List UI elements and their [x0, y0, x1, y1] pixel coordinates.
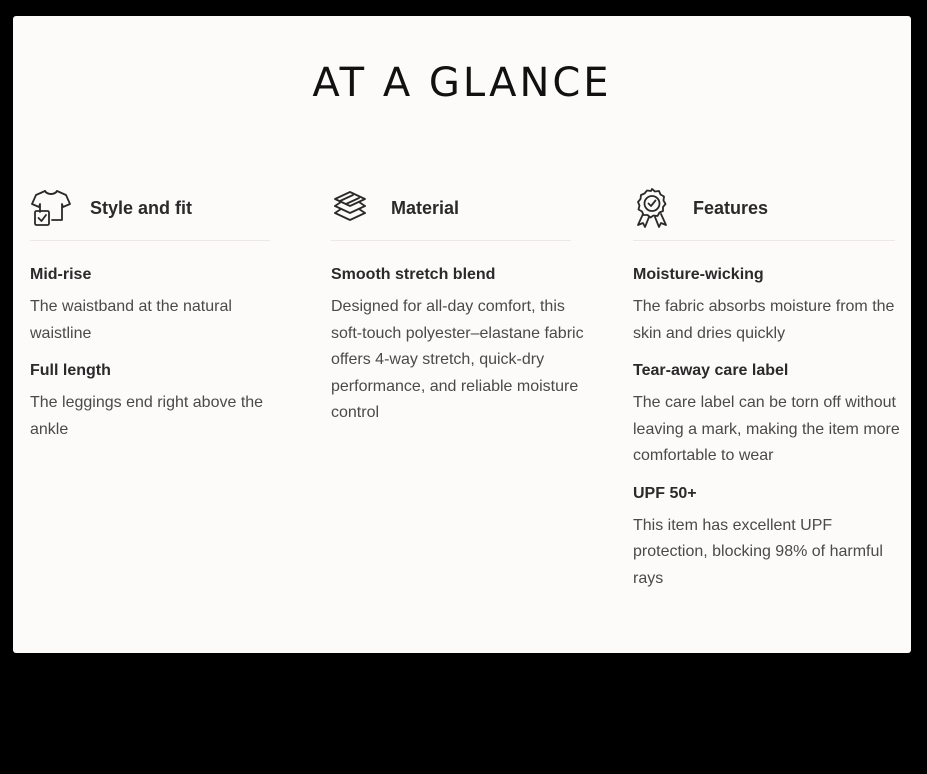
- column-material: [331, 186, 595, 441]
- column-header: [331, 186, 595, 230]
- divider: [30, 240, 270, 241]
- item-title: Smooth stretch blend: [331, 266, 496, 283]
- list-item: [30, 361, 294, 443]
- column-header: [633, 186, 903, 230]
- layers-icon: [331, 186, 375, 230]
- list-item: [331, 265, 595, 427]
- item-title: UPF 50+: [633, 484, 697, 502]
- divider: [633, 240, 895, 241]
- item-title: Full length: [30, 362, 111, 379]
- item-description: The fabric absorbs moisture from the skin and dries quickly: [633, 298, 895, 342]
- item-title: Moisture-wicking: [633, 266, 764, 283]
- list-item: [633, 361, 903, 470]
- list-item: [633, 265, 903, 347]
- item-description: The leggings end right above the ankle: [30, 394, 264, 438]
- column-heading: Style and fit: [90, 197, 193, 218]
- page-title: AT A GLANCE: [312, 60, 612, 106]
- item-title: Tear-away care label: [633, 362, 789, 379]
- column-features: [633, 186, 903, 606]
- column-header: [30, 186, 294, 230]
- item-description: This item has excellent UPF protection, blocking 98% of harmful rays: [633, 516, 883, 587]
- item-title: Mid-rise: [30, 266, 92, 283]
- list-item: [30, 265, 294, 347]
- list-item: [633, 484, 903, 593]
- column-heading: Material: [391, 197, 460, 218]
- item-description: Designed for all-day comfort, this soft-touch polyester–elastane fabric offers 4-way stretch, quick-dry performance, and reliable moisture control: [331, 298, 584, 421]
- column-style-and-fit: [30, 186, 294, 457]
- column-heading: Features: [693, 197, 769, 218]
- award-ribbon-icon: [633, 186, 677, 230]
- divider: [331, 240, 571, 241]
- item-description: The waistband at the natural waistline: [30, 298, 232, 342]
- tshirt-check-icon: [30, 186, 74, 230]
- at-a-glance-card: [13, 16, 911, 653]
- item-description: The care label can be torn off without leaving a mark, making the item more comfortable to wear: [633, 394, 900, 464]
